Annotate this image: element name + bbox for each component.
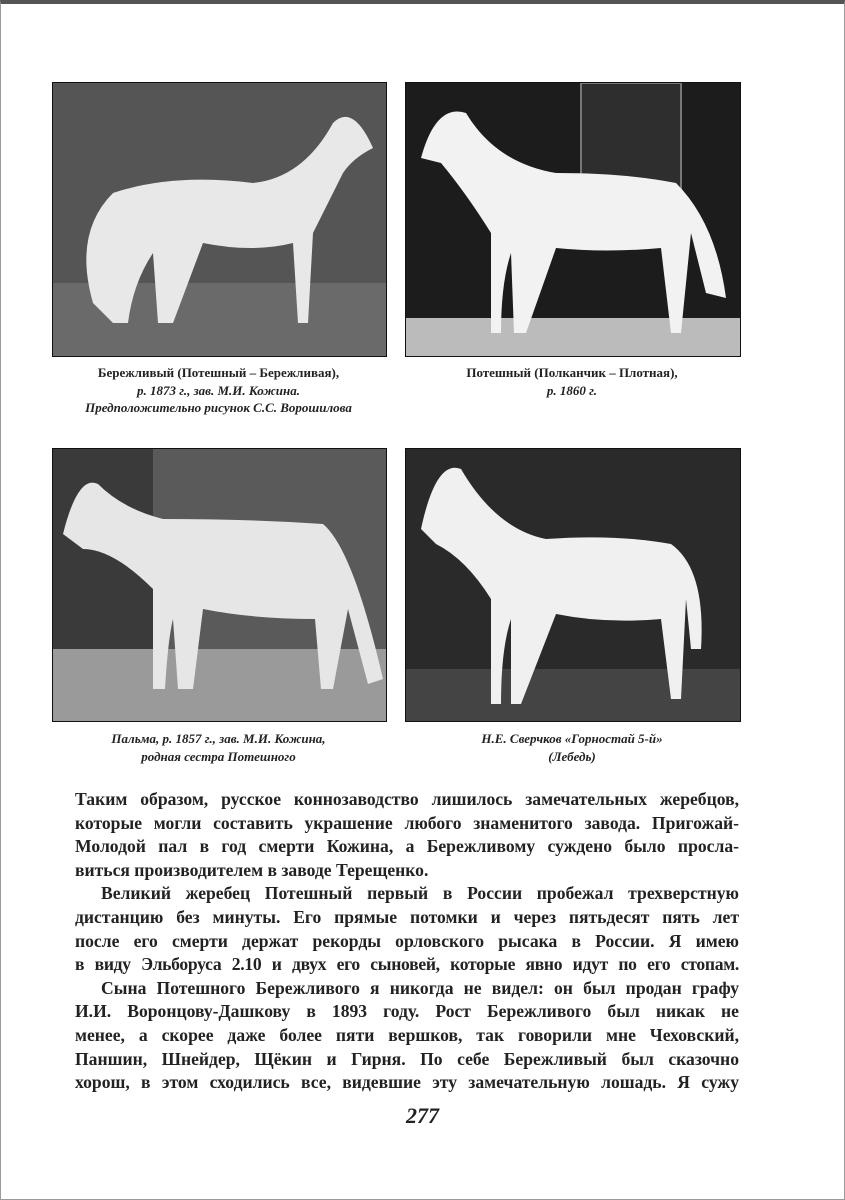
caption-line: (Лебедь) <box>548 748 596 764</box>
horse-photo-palma <box>52 448 387 722</box>
text-line: Молодой пал в год смерти Кожина, а Бережливому суждено было просла- <box>75 836 739 857</box>
text-line: в виду Эльборуса 2.10 и двух его сыновей, которые явно идут по его стопам. <box>75 954 739 975</box>
caption-line: р. 1860 г. <box>546 382 598 398</box>
text-line: виться производителем в заводе Терещенко. <box>75 859 429 880</box>
text-line: после его смерти держат рекорды орловского рысака в России. Я имею <box>75 930 739 951</box>
page-number: 277 <box>406 1103 439 1128</box>
text-line: менее, а скорее даже более пяти вершков, так говорили мне Чеховский, <box>75 1024 739 1045</box>
body-text <box>75 788 739 1095</box>
text-line: которые могли составить украшение любого знаменитого завода. Пригожай- <box>75 812 739 833</box>
caption-line: родная сестра Потешного <box>141 748 296 764</box>
text-line: Паншин, Шнейдер, Щёкин и Гирня. По себе Бережливый был сказочно <box>75 1048 739 1069</box>
caption-line: Предположительно рисунок С.С. Ворошилова <box>85 400 352 415</box>
horse-drawing-berezhlivy <box>52 82 387 357</box>
painting-gornostai <box>405 448 741 722</box>
figure-caption-3 <box>52 730 385 765</box>
text-line: Сына Потешного Бережливого я никогда не видел: он был продан графу <box>101 977 739 998</box>
text-line: И.И. Воронцову-Дашкову в 1893 году. Рост Бережливого был никак не <box>75 1001 739 1022</box>
horse-photo-poteshny <box>405 82 741 357</box>
figure-caption-1 <box>52 364 385 417</box>
caption-line: Бережливый (Потешный – Бережливая), <box>97 365 340 380</box>
caption-line: Н.Е. Сверчков «Горностай 5-й» <box>481 731 663 746</box>
text-line: Таким образом, русское коннозаводство лишилось замечательных жеребцов, <box>75 789 739 809</box>
caption-line: р. 1873 г., зав. М.И. Кожина. <box>136 382 300 398</box>
text-line: Великий жеребец Потешный первый в России пробежал трехверстную <box>101 883 739 904</box>
text-line: дистанцию без минуты. Его прямые потомки и через пятьдесят пять лет <box>75 906 739 927</box>
caption-line: Пальма, р. 1857 г., зав. М.И. Кожина, <box>111 731 326 746</box>
figure-caption-4 <box>405 730 739 765</box>
caption-line: Потешный (Полканчик – Плотная), <box>466 365 678 380</box>
figure-caption-2 <box>405 364 739 399</box>
text-line: хорош, в этом сходились все, видевшие эту замечательную лошадь. Я сужу <box>75 1072 739 1093</box>
